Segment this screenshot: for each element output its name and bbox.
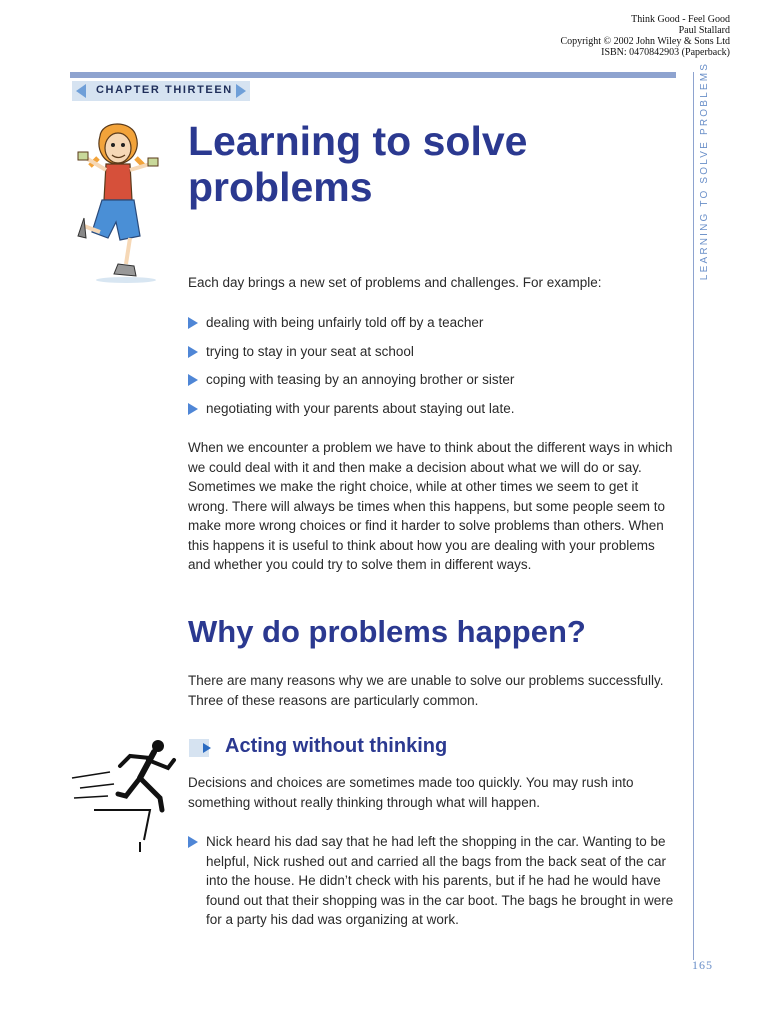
- bullet-arrow-icon: [188, 317, 198, 329]
- list-item: Nick heard his dad say that he had left the shopping in the car. Wanting to be helpful, Nick rushed out and carried all the bags from the back seat of the car into the house. He didn’t check with his parents, but if he had he would have found out that their shopping was in the car boot. The bags he brought in were for a party his dad was organizing at work.: [188, 832, 678, 930]
- running-figure-illustration: [70, 738, 180, 858]
- book-isbn: ISBN: 0470842903 (Paperback): [601, 47, 730, 58]
- bullet-arrow-icon: [188, 374, 198, 386]
- list-item: trying to stay in your seat at school: [188, 342, 678, 362]
- list-item: coping with teasing by an annoying brother or sister: [188, 370, 678, 390]
- book-author: Paul Stallard: [678, 25, 730, 36]
- side-running-head: LEARNING TO SOLVE PROBLEMS: [699, 61, 710, 281]
- example-list: [188, 313, 678, 418]
- side-rule: [693, 72, 694, 960]
- page-number: 165: [692, 958, 713, 972]
- chapter-label: CHAPTER THIRTEEN: [96, 84, 233, 96]
- bullet-arrow-icon: [188, 403, 198, 415]
- subsection-paragraph: Decisions and choices are sometimes made too quickly. You may rush into something without really thinking through what will happen.: [188, 775, 634, 810]
- right-triangle-icon: [236, 84, 246, 98]
- chapter-title-line-2: problems: [188, 164, 373, 210]
- subsection-heading: Acting without thinking: [225, 735, 448, 757]
- girl-illustration: [70, 118, 160, 288]
- book-copyright: Copyright © 2002 John Wiley & Sons Ltd: [560, 36, 730, 47]
- bullet-arrow-icon: [188, 346, 198, 358]
- bullet-arrow-icon: [188, 836, 198, 848]
- left-triangle-icon: [76, 84, 86, 98]
- chapter-title: [188, 118, 648, 210]
- subsection-marker: [189, 739, 209, 757]
- section-heading: Why do problems happen?: [188, 614, 586, 649]
- chapter-title-line-1: Learning to solve: [188, 118, 528, 164]
- top-rule: [70, 72, 676, 78]
- book-title: Think Good - Feel Good: [631, 14, 730, 25]
- list-item: dealing with being unfairly told off by a teacher: [188, 313, 678, 333]
- story-list: [188, 832, 678, 930]
- body-paragraph: When we encounter a problem we have to think about the different ways in which we could deal with it and then make a decision about what we will do or say. Sometimes we make the right choice, while at other times we seem to get it wrong. There will always be times when this happens, but some people seem to make more wrong choices or find it harder to solve problems than others. When this happens it is useful to think about how you are dealing with your problems and whether you could try to solve them in different ways.: [188, 440, 673, 572]
- list-item: negotiating with your parents about staying out late.: [188, 399, 678, 419]
- subsection-arrow-icon: [203, 743, 211, 753]
- intro-paragraph: Each day brings a new set of problems and challenges. For example:: [188, 275, 602, 290]
- section-intro-paragraph: There are many reasons why we are unable to solve our problems successfully. Three of these reasons are particularly common.: [188, 673, 664, 708]
